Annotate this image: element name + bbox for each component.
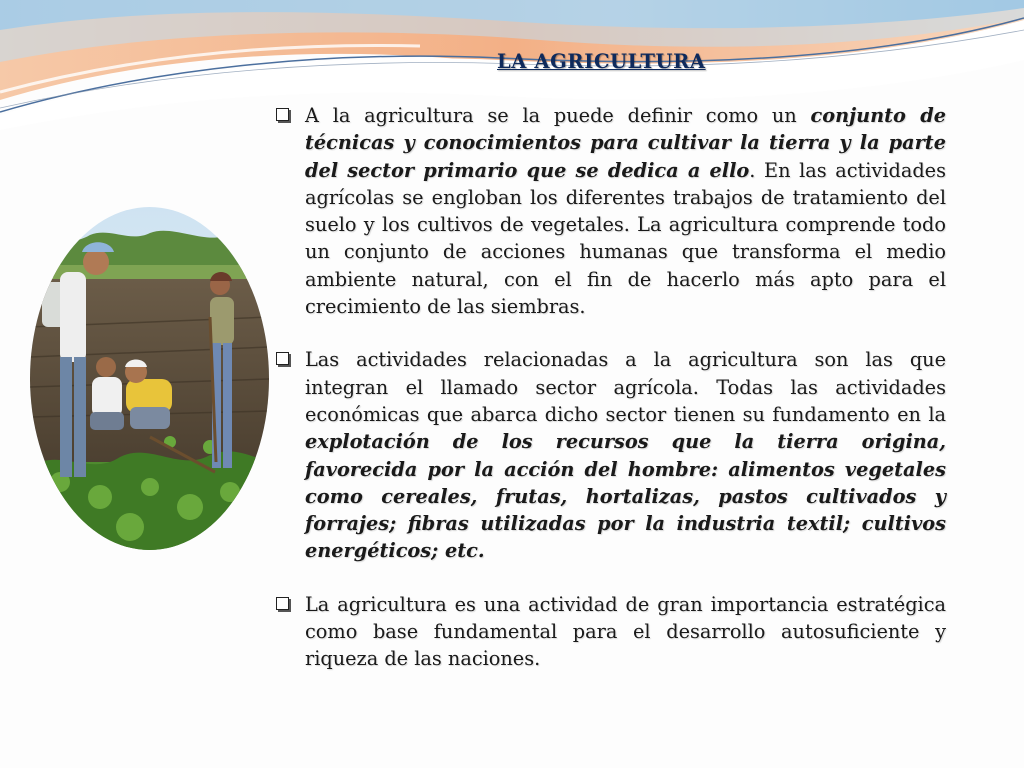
slide-title: LA AGRICULTURA (497, 50, 706, 73)
bullet-3-text-1: La agricultura es una actividad de gran importancia estratégica como base fundamental para el desarrollo autosuficiente y riqueza de las naciones. (305, 592, 946, 671)
bullet-1-text-1: A la agricultura se la puede definir como un (305, 104, 811, 127)
checkbox-bullet-icon (276, 597, 289, 610)
farm-photo-illustration (30, 207, 269, 550)
checkbox-bullet-icon (276, 352, 289, 365)
bullet-1-text-2: . En las actividades agrícolas se engloban los diferentes trabajos de tratamiento del suelo y los cultivos de vegetales. La agricultura comprende todo un conjunto de acciones humanas que transforma el medio ambiente natural, con el fin de hacerlo más apto para el crecimiento de las siembras. (305, 158, 946, 319)
bullet-paragraph-1 (276, 102, 946, 320)
content-text-area (276, 102, 946, 673)
bullet-paragraph-2 (276, 346, 946, 564)
checkbox-bullet-icon (276, 108, 289, 121)
bullet-paragraph-3 (276, 591, 946, 673)
bullet-1-emphasis: conjunto de técnicas y conocimientos para cultivar la tierra y la parte del sector primario que se dedica a ello (305, 104, 946, 182)
bullet-2-text-1: Las actividades relacionadas a la agricultura son las que integran el llamado sector agrícola. Todas las actividades económicas que abarca dicho sector tienen su fundamento en la (305, 348, 946, 426)
bullet-2-emphasis: explotación de los recursos que la tierra origina, favorecida por la acción del hombre: alimentos vegetales como cereales, frutas, hortalizas, pastos cultivados y forrajes; fibras utilizadas por la industria textil; cultivos energéticos; etc. (305, 430, 946, 563)
farmers-field-photo (30, 207, 269, 550)
